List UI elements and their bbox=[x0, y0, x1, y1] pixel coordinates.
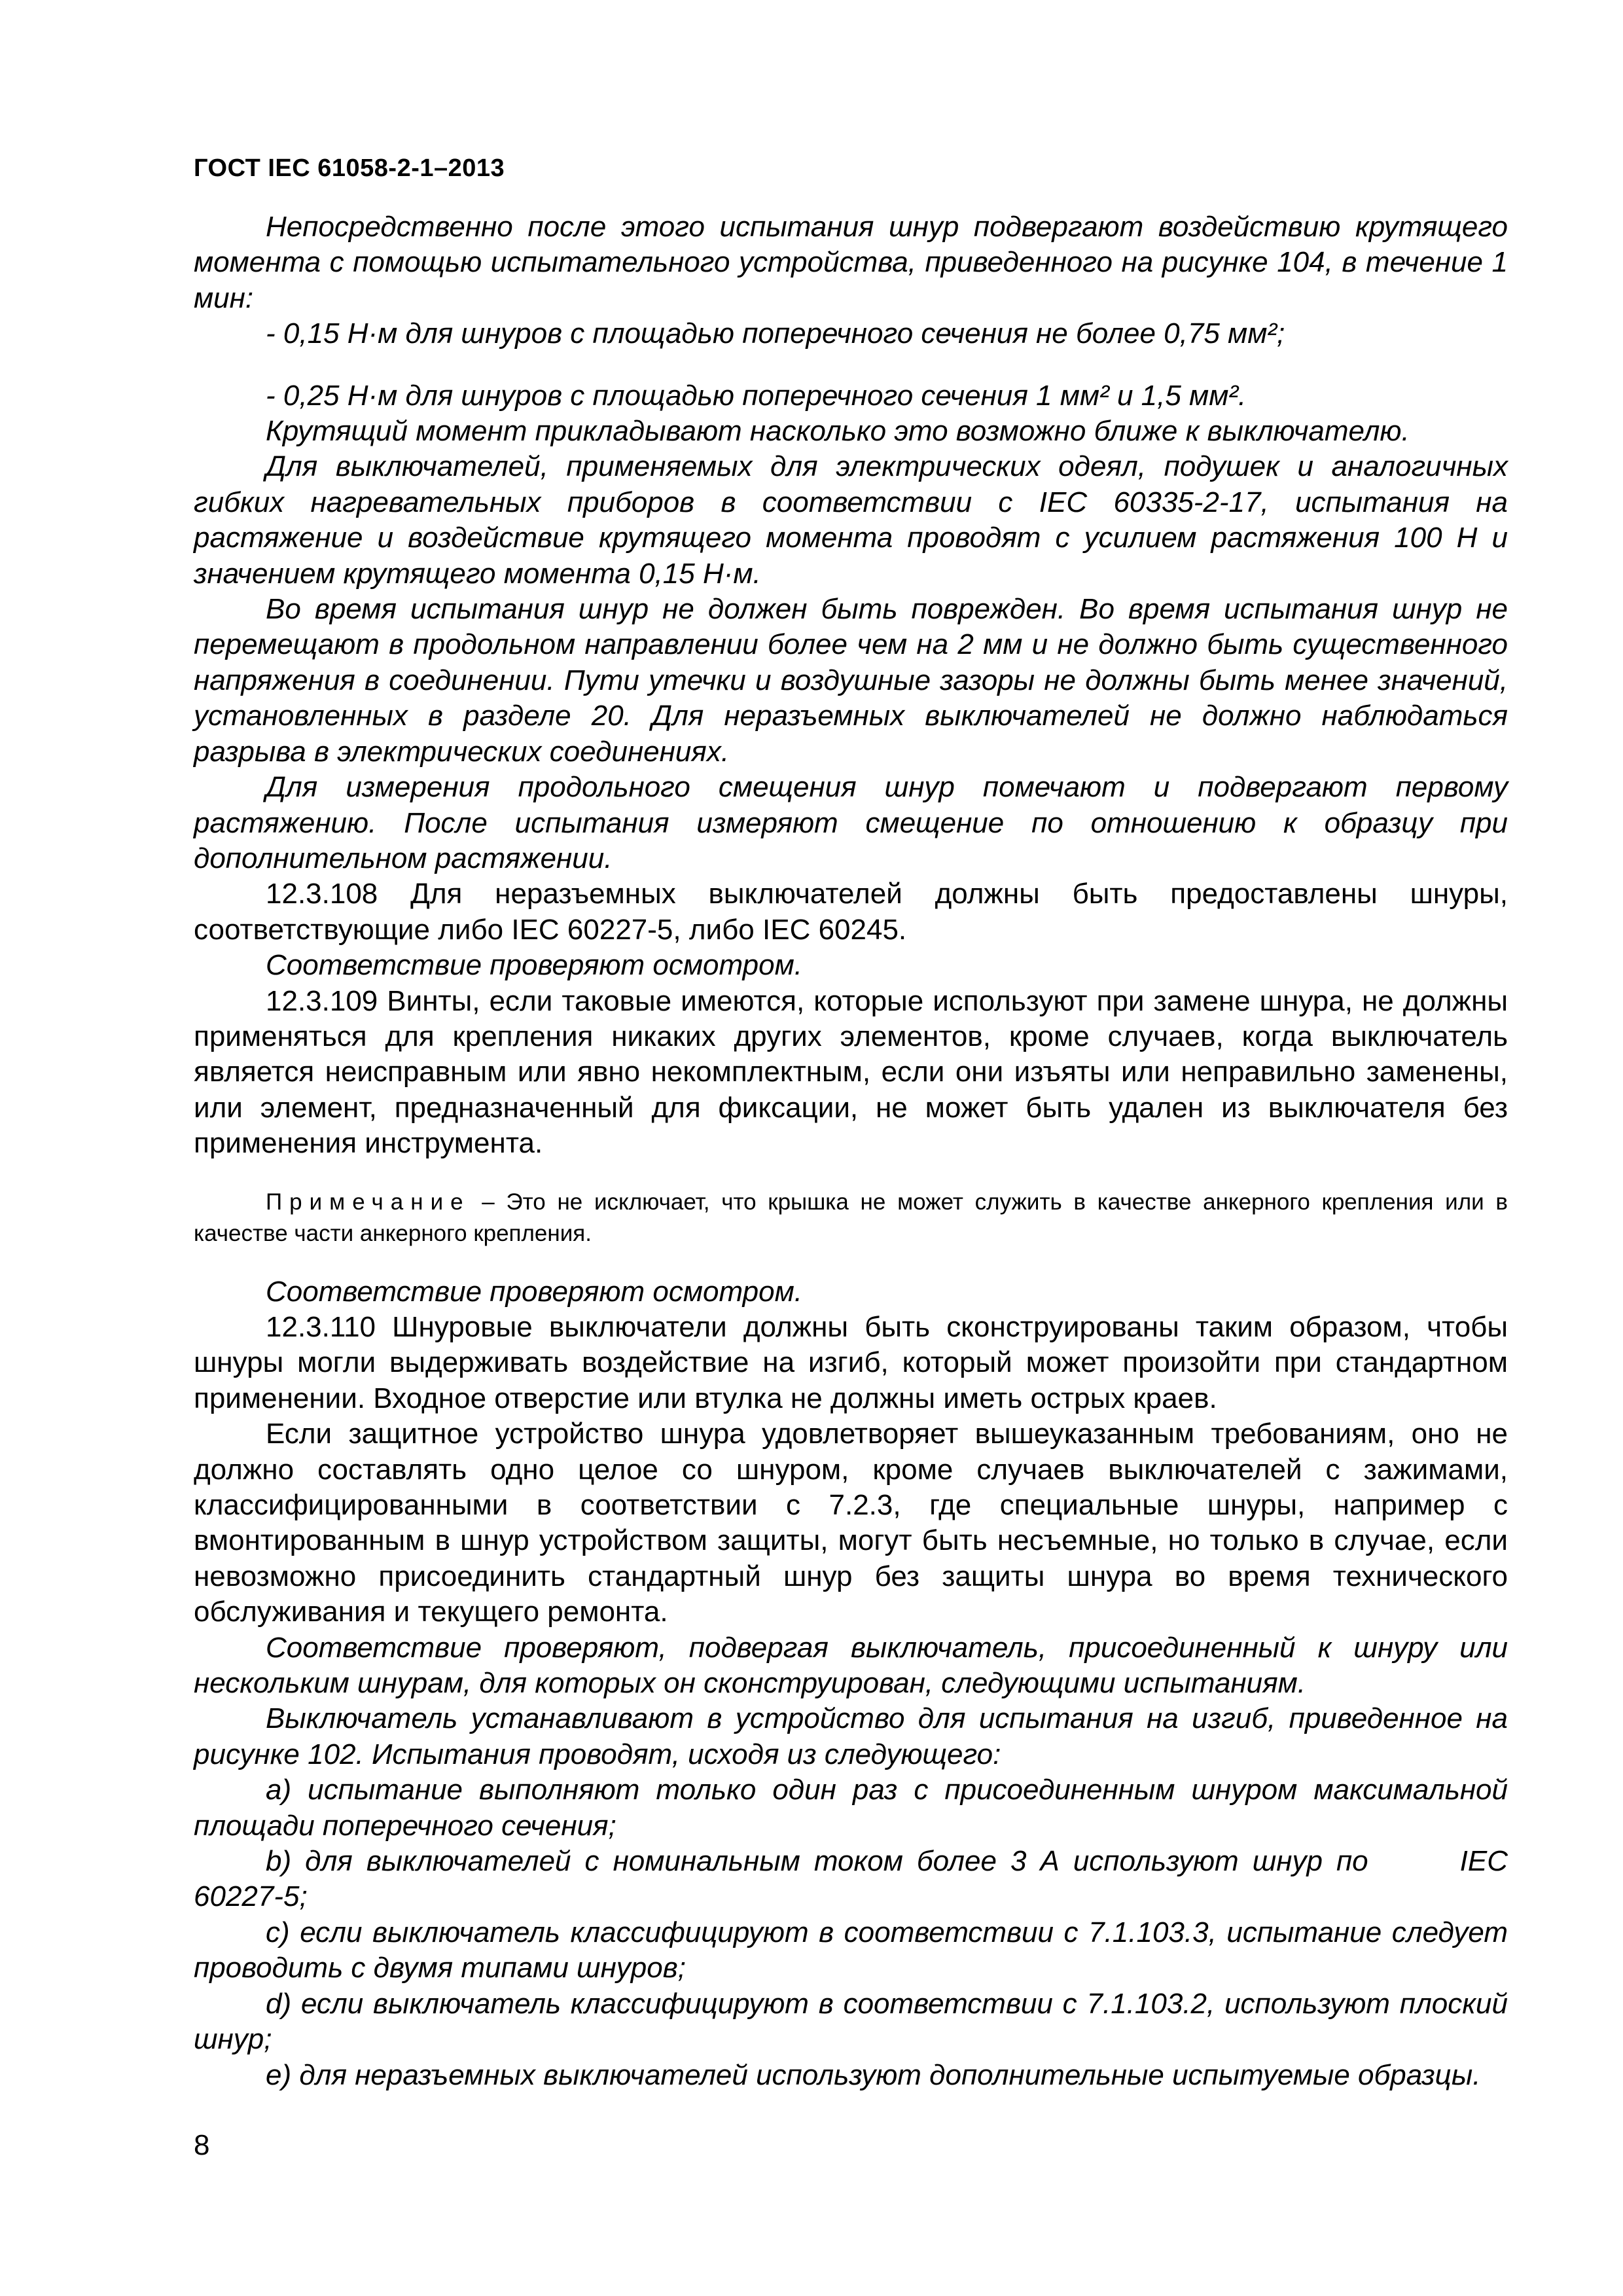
clause-12-3-109: 12.3.109 Винты, если таковые имеются, которые используют при замене шнура, не должны применяться для крепления никаких других элементов, кроме случаев, когда выключатель является неисправным или явно некомплектным, если они изъяты или неправильно заменены, или элемент, предназначенный для фиксации, не может быть удален из выключателя без применения инструмента. bbox=[194, 984, 1508, 1160]
note-label: Примечание bbox=[266, 1189, 471, 1215]
paragraph-blankets: Для выключателей, применяемых для электрических одеял, подушек и аналогичных гибких нагревательных приборов в соответствии с IEC 60335-2-17, испытания на растяжение и воздействие крутящего момента проводят с усилием растяжения 100 Н и значением крутящего момента 0,15 Н·м. bbox=[194, 450, 1508, 590]
list-item-b-text: b) для выключателей с номинальным током более 3 А используют шнур по bbox=[266, 1845, 1368, 1878]
note-text: – Это не исключает, что крышка не может служить в качестве анкерного крепления или в качестве части анкерного крепления. bbox=[194, 1189, 1508, 1246]
list-item-b-ref: IEC 60227-5; bbox=[194, 1845, 1508, 1913]
paragraph-torque-application: Крутящий момент прикладывают насколько это возможно ближе к выключателю. bbox=[266, 415, 1410, 448]
list-item-e: e) для неразъемных выключателей используют дополнительные испытуемые образцы. bbox=[266, 2058, 1481, 2091]
clause-12-3-110: 12.3.110 Шнуровые выключатели должны быть сконструированы таким образом, чтобы шнуры могли выдерживать воздействие на изгиб, который может произойти при стандартном применении. Входное отверстие или втулка не должны иметь острых краев. bbox=[194, 1310, 1508, 1414]
compliance-inspection-1: Соответствие проверяют осмотром. bbox=[266, 949, 802, 982]
compliance-inspection-2: Соответствие проверяют осмотром. bbox=[266, 1275, 802, 1308]
paragraph-compliance-tests: Соответствие проверяют, подвергая выключатель, присоединенный к шнуру или нескольким шнурам, для которых он сконструирован, следующими испытаниям. bbox=[194, 1631, 1508, 1700]
paragraph-bending-device: Выключатель устанавливают в устройство для испытания на изгиб, приведенное на рисунке 102. Испытания проводят, исходя из следующего: bbox=[194, 1702, 1508, 1770]
page-number: 8 bbox=[194, 2129, 210, 2161]
paragraph-cord-protection: Если защитное устройство шнура удовлетворяет вышеуказанным требованиям, оно не должно составлять одно целое со шнуром, кроме случаев выключателей с зажимами, классифицированными в соответствии с 7.2.3, где специальные шнуры, например с вмонтированным в шнур устройством защиты, могут быть несъемные, но только в случае, если невозможно присоединить стандартный шнур без защиты шнура во время технического обслуживания и текущего ремонта. bbox=[194, 1418, 1508, 1628]
list-item-b bbox=[194, 1844, 1508, 1915]
list-item-torque-015: - 0,15 Н·м для шнуров с площадью поперечного сечения не более 0,75 мм²; bbox=[266, 317, 1285, 350]
note bbox=[194, 1187, 1508, 1249]
list-item-torque-025: - 0,25 Н·м для шнуров с площадью поперечного сечения 1 мм² и 1,5 мм². bbox=[266, 379, 1247, 412]
paragraph-displacement: Для измерения продольного смещения шнур помечают и подвергают первому растяжению. После испытания измеряют смещение по отношению к образцу при дополнительном растяжении. bbox=[194, 771, 1508, 874]
list-item-d: d) если выключатель классифицируют в соответствии с 7.1.103.2, используют плоский шнур; bbox=[194, 1987, 1508, 2056]
document-header: ГОСТ IEC 61058-2-1–2013 bbox=[194, 154, 505, 182]
clause-12-3-108: 12.3.108 Для неразъемных выключателей должны быть предоставлены шнуры, соответствующие либо IEC 60227-5, либо IEC 60245. bbox=[194, 878, 1508, 946]
list-item-a: a) испытание выполняют только один раз с присоединенным шнуром максимальной площади поперечного сечения; bbox=[194, 1774, 1508, 1842]
paragraph-torque-test: Непосредственно после этого испытания шнур подвергают воздействию крутящего момента с помощью испытательного устройства, приведенного на рисунке 104, в течение 1 мин: bbox=[194, 211, 1508, 314]
document-body bbox=[194, 209, 1508, 2093]
list-item-c: c) если выключатель классифицируют в соответствии с 7.1.103.3, испытание следует проводить с двумя типами шнуров; bbox=[194, 1916, 1508, 1984]
paragraph-cord-damage: Во время испытания шнур не должен быть поврежден. Во время испытания шнур не перемещают в продольном направлении более чем на 2 мм и не должно быть существенного напряжения в соединении. Пути утечки и воздушные зазоры не должны быть менее значений, установленных в разделе 20. Для неразъемных выключателей не должно наблюдаться разрыва в электрических соединениях. bbox=[194, 593, 1508, 768]
